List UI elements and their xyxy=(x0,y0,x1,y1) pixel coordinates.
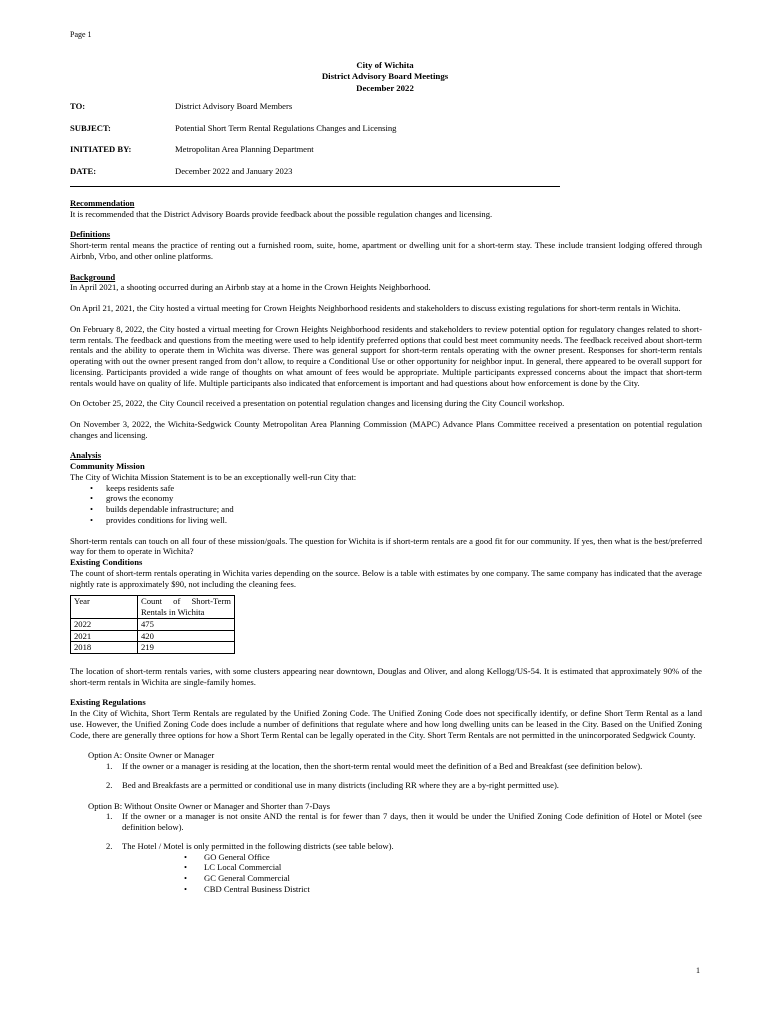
existing-conditions-text: The count of short-term rentals operating in Wichita varies depending on the source. Below is a table with estimates by one company. The same company has indicated that the average nightly rate is approximately $90, not including the cleaning fees. xyxy=(70,567,702,589)
list-item-text: If the owner or a manager is residing at the location, then the short-term rental would meet the definition of a Bed and Breakfast (see definition below). xyxy=(122,761,643,772)
table-header-row xyxy=(71,596,235,618)
list-item: • GC General Commercial xyxy=(204,873,702,884)
option-b-title: Option B: Without Onsite Owner or Manager and Shorter than 7-Days xyxy=(88,800,330,811)
title-line-city: City of Wichita xyxy=(356,60,414,70)
page-number: 1 xyxy=(696,966,700,975)
memo-value: District Advisory Board Members xyxy=(175,101,293,111)
option-b-list xyxy=(70,811,702,851)
title-line-meetings: District Advisory Board Meetings xyxy=(321,71,449,82)
memo-key: SUBJECT: xyxy=(70,122,111,133)
list-item: • builds dependable infrastructure; and xyxy=(106,504,702,515)
list-item xyxy=(106,811,702,833)
list-item: • grows the economy xyxy=(106,493,702,504)
existing-regulations-text: In the City of Wichita, Short Term Rentals are regulated by the Unified Zoning Code. The Unified Zoning Code does not specifically identify, or define Short Term Rental as a land use. However, the Unified Zoning Code does include a number of definitions that regulate where and how long dwelling units can be leased in the City. Based on the Unified Zoning Code, there are generally three options for how a Short Term Rental can be legally operated in the City. Short Term Rentals are not permitted in the unincorporated Sedgwick County. xyxy=(70,708,702,740)
table-row xyxy=(71,630,235,642)
memo-value: Metropolitan Area Planning Department xyxy=(175,144,314,154)
table-cell: 420 xyxy=(138,630,235,642)
document-title xyxy=(0,60,770,94)
table-cell: 2022 xyxy=(71,618,138,630)
list-number: 1. xyxy=(106,811,113,822)
memo-key: INITIATED BY: xyxy=(70,144,132,154)
background-heading: Background xyxy=(70,271,116,282)
list-item xyxy=(106,761,702,772)
existing-conditions-heading: Existing Conditions xyxy=(70,557,143,568)
table-cell: 2018 xyxy=(71,642,138,654)
list-item: • CBD Central Business District xyxy=(204,884,702,895)
memo-value: Potential Short Term Rental Regulations Changes and Licensing xyxy=(175,122,397,133)
list-item: • LC Local Commercial xyxy=(204,862,702,873)
memo-row-subject xyxy=(70,123,630,145)
option-a-list xyxy=(70,761,702,790)
table-header-cell: Year xyxy=(71,596,138,618)
title-line-date: December 2022 xyxy=(356,82,414,93)
recommendation-text: It is recommended that the District Advisory Boards provide feedback about the possible regulation changes and licensing. xyxy=(70,208,493,219)
mission-after-text: Short-term rentals can touch on all four of these mission/goals. The question for Wichita is if short-term rentals are a good fit for our community. If yes, then what is the best/preferred way for them to operate in Wichita? xyxy=(70,535,702,557)
memo-row-to xyxy=(70,101,630,123)
background-paragraph: On February 8, 2022, the City hosted a virtual meeting for Crown Heights Neighborhood residents and stakeholders to review potential option for regulatory changes related to short-term rentals. The feedback and questions from the meeting were used to help identify preferred options that could best meet community needs. The feedback received about short-term rentals and the ability to operate them in Wichita was diverse. There was general support for short-term rentals operating with the owner present. Responses for short-term rentals operating with out the owner present ranged from don’t allow, to require a Conditional Use or other opportunity for neighbor input. In general, there appeared to be overall support for licensing. Participants provided a wide range of thoughts on what amount of fees would be appropriate. Multiple participants expressed concerns about the impact that short-term rentals would have on quality of life. Multiple participants also indicated that enforcement is important and had questions about how enforcement is done by the City. xyxy=(70,323,702,388)
memo-header xyxy=(70,101,630,187)
background-paragraph: On April 21, 2021, the City hosted a virtual meeting for Crown Heights Neighborhood residents and stakeholders to discuss existing regulations for short-term rentals in Wichita. xyxy=(70,303,681,314)
district-list xyxy=(70,852,702,895)
table-cell: 219 xyxy=(138,642,235,654)
memo-row-date xyxy=(70,166,630,188)
list-item-text: The Hotel / Motel is only permitted in the following districts (see table below). xyxy=(122,840,394,851)
rental-count-table xyxy=(70,595,235,654)
list-item: • keeps residents safe xyxy=(106,483,702,494)
recommendation-heading: Recommendation xyxy=(70,198,135,208)
table-row xyxy=(71,618,235,630)
definitions-heading: Definitions xyxy=(70,229,111,240)
document-body xyxy=(70,198,702,894)
list-item-text: Bed and Breakfasts are a permitted or conditional use in many districts (including RR where they are a by-right permitted use). xyxy=(122,779,559,790)
memo-key: TO: xyxy=(70,101,86,111)
definitions-text: Short-term rental means the practice of renting out a furnished room, suite, home, apartment or dwelling unit for a short-term stay. These include transient lodging offered through Airbnb, Vrbo, and other online platforms. xyxy=(70,240,702,261)
option-a-title: Option A: Onsite Owner or Manager xyxy=(88,750,215,761)
mission-list xyxy=(70,483,702,526)
list-item-text: If the owner or a manager is not onsite AND the rental is for fewer than 7 days, then it would be under the Unified Zoning Code definition of Hotel or Motel (see definition below). xyxy=(122,811,702,833)
background-paragraph: On November 3, 2022, the Wichita-Sedgwick County Metropolitan Area Planning Commission (MAPC) Advance Plans Committee received a presentation on potential regulation changes and licensing. xyxy=(70,419,702,440)
list-item: • GO General Office xyxy=(204,852,702,863)
memo-value: December 2022 and January 2023 xyxy=(175,165,293,176)
table-cell: 475 xyxy=(138,618,235,630)
memo-row-initiated-by xyxy=(70,144,630,166)
table-row xyxy=(71,642,235,654)
page-label: Page 1 xyxy=(70,30,92,39)
list-item xyxy=(106,840,702,852)
location-text: The location of short-term rentals varies, with some clusters appearing near downtown, Douglas and Oliver, and along Kellogg/US-54. It is estimated that approximately 90% of the short-term rentals in Wichita are single-family homes. xyxy=(70,665,702,687)
header-divider xyxy=(70,186,560,187)
list-number: 1. xyxy=(106,761,113,772)
list-item xyxy=(106,779,702,791)
table-header-cell: Count of Short-Term Rentals in Wichita xyxy=(138,596,235,618)
memo-key: DATE: xyxy=(70,165,97,176)
list-item: • provides conditions for living well. xyxy=(106,515,702,526)
mission-intro: The City of Wichita Mission Statement is to be an exceptionally well-run City that: xyxy=(70,471,357,482)
community-mission-heading: Community Mission xyxy=(70,461,145,472)
background-paragraph: In April 2021, a shooting occurred during an Airbnb stay at a home in the Crown Heights Neighborhood. xyxy=(70,282,431,293)
analysis-heading: Analysis xyxy=(70,450,102,461)
list-number: 2. xyxy=(106,779,113,790)
table-cell: 2021 xyxy=(71,630,138,642)
background-paragraph: On October 25, 2022, the City Council received a presentation on potential regulation changes and licensing during the City Council workshop. xyxy=(70,398,565,409)
list-number: 2. xyxy=(106,840,113,851)
existing-regulations-heading: Existing Regulations xyxy=(70,697,146,708)
